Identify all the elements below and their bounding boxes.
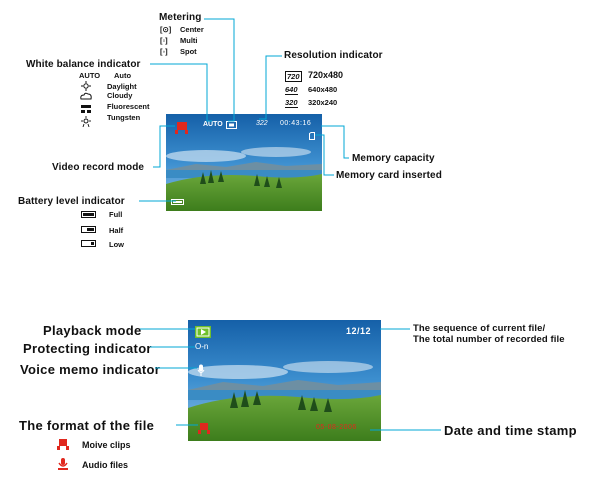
memory-capacity-label: Memory capacity xyxy=(352,153,435,164)
resolution-title: Resolution indicator xyxy=(284,50,383,61)
movie-clip-icon xyxy=(198,423,210,434)
memory-card-label: Memory card inserted xyxy=(336,170,442,181)
battery-half-label: Half xyxy=(109,226,124,235)
screen-date-stamp: 05-08-2006 xyxy=(316,424,357,431)
fluorescent-icon xyxy=(80,104,92,114)
res-640-icon: 640 xyxy=(285,85,298,94)
memory-card-icon xyxy=(309,132,315,140)
metering-multi-icon: [▫] xyxy=(160,36,168,45)
metering-multi-icon xyxy=(226,121,237,129)
battery-full-label: Full xyxy=(109,210,123,219)
res-320-label: 320x240 xyxy=(308,98,338,107)
screen-time: 00:43:16 xyxy=(280,120,312,127)
voice-memo-icon xyxy=(197,364,205,376)
landscape-image xyxy=(166,114,322,211)
res-320-icon: 320 xyxy=(285,98,298,107)
battery-full-icon xyxy=(81,211,97,218)
battery-half-icon xyxy=(81,226,97,233)
audio-file-icon xyxy=(57,458,69,470)
wb-auto-label: Auto xyxy=(114,71,132,80)
res-720-icon: 720 xyxy=(287,72,300,81)
metering-spot-label: Spot xyxy=(180,47,197,56)
date-time-label: Date and time stamp xyxy=(444,423,577,438)
wb-auto-icon: AUTO xyxy=(79,71,101,80)
white-balance-title: White balance indicator xyxy=(26,59,141,70)
playback-mode-label: Playback mode xyxy=(43,323,142,338)
battery-low-label: Low xyxy=(109,240,124,249)
file-format-label: The format of the file xyxy=(19,418,155,433)
sequence-label-line2: The total number of recorded file xyxy=(413,334,565,345)
wb-fluorescent-label: Fluorescent xyxy=(107,102,150,111)
screen-protect-icon: O-n xyxy=(195,342,209,351)
movie-clip-icon xyxy=(175,121,189,134)
movie-clips-label: Moive clips xyxy=(82,440,131,450)
metering-center-icon: [⊙] xyxy=(160,25,172,34)
battery-title: Battery level indicator xyxy=(18,196,125,207)
battery-indicator-icon xyxy=(171,199,185,205)
landscape-image xyxy=(188,320,381,441)
sun-icon xyxy=(81,81,91,91)
metering-center-label: Center xyxy=(180,25,204,34)
res-640-label: 640x480 xyxy=(308,85,338,94)
metering-multi-label: Multi xyxy=(180,36,198,45)
tungsten-icon xyxy=(81,116,91,127)
metering-spot-icon: [◦] xyxy=(160,47,168,56)
res-720-label: 720x480 xyxy=(308,70,344,80)
protecting-indicator-label: Protecting indicator xyxy=(23,341,152,356)
sequence-label-line1: The sequence of current file/ xyxy=(413,323,546,334)
metering-title: Metering xyxy=(159,12,202,23)
wb-cloudy-label: Cloudy xyxy=(107,91,133,100)
wb-daylight-label: Daylight xyxy=(107,82,137,91)
record-screen xyxy=(166,114,322,211)
cloud-icon xyxy=(79,91,93,101)
screen-wb-auto: AUTO xyxy=(203,121,223,128)
audio-files-label: Audio files xyxy=(82,460,129,470)
wb-tungsten-label: Tungsten xyxy=(107,113,141,122)
movie-clip-legend-icon xyxy=(57,439,69,450)
playback-mode-icon xyxy=(195,326,211,338)
playback-screen xyxy=(188,320,381,441)
voice-memo-label: Voice memo indicator xyxy=(20,362,161,377)
battery-low-icon xyxy=(81,240,97,247)
screen-resolution: 322 xyxy=(256,120,268,127)
video-record-mode-label: Video record mode xyxy=(52,162,145,173)
screen-file-counter: 12/12 xyxy=(346,326,372,336)
